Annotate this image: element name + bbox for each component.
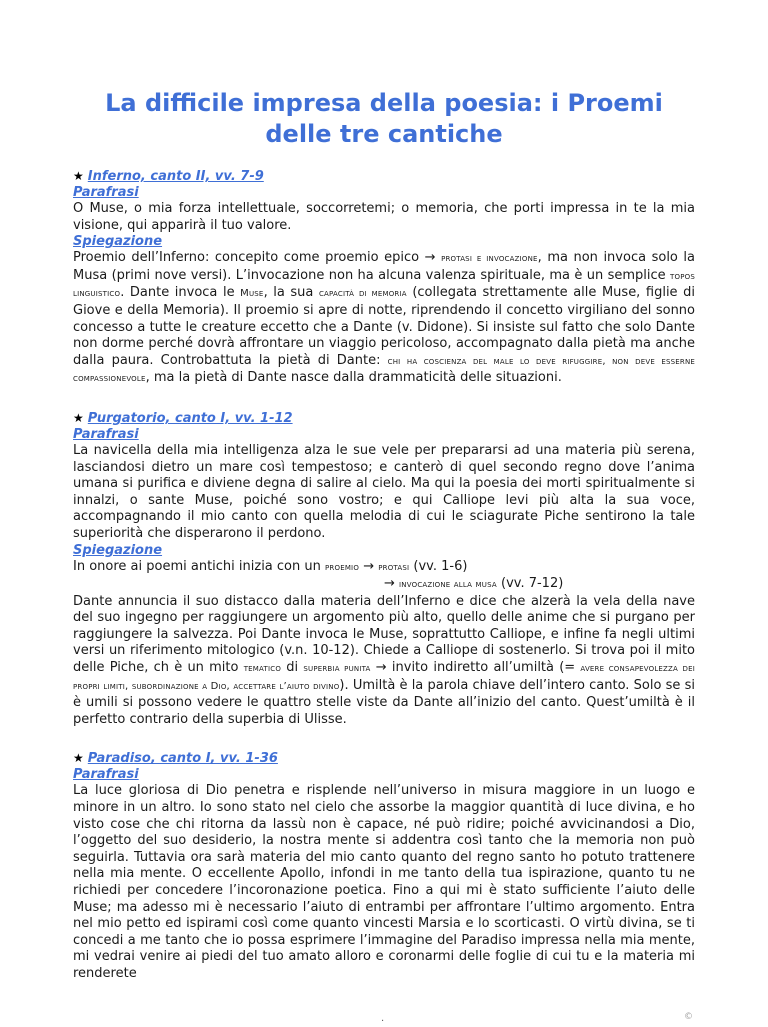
parafrasi-label: Parafrasi (73, 185, 139, 200)
spiegazione-line-1: In onore ai poemi antichi inizia con un proemio → protasi (vv. 1-6) (73, 558, 468, 574)
parafrasi-label: Parafrasi (73, 426, 139, 442)
star-icon: ★ (73, 410, 84, 425)
star-icon: ★ (73, 751, 84, 766)
section-heading (73, 410, 695, 427)
parafrasi-text: La navicella della mia intelligenza alza le sue vele per prepararsi ad una materia più serena, lasciandosi dietro un mare così tempestoso; e canterò di quel secondo regno dove l’anima umana si purifica e diviene degna di salire al cielo. Ma qui la poesia dei morti spiritualmente si innalzi, o sante Muse, poiché sono vostro; e qui Calliope levi più alta la sua voce, accompagnando il mio canto con quella melodia di cui le sciagurate Piche sentirono la tale superiorità che disperarono il perdono. (73, 442, 695, 541)
section-paradiso (73, 750, 695, 982)
star-icon: ★ (73, 169, 84, 183)
arrow-icon: → (375, 660, 387, 676)
section-heading (73, 168, 695, 185)
arrow-icon: → (363, 558, 375, 574)
section-heading (73, 750, 695, 767)
page-title: La difficile impresa della poesia: i Proemi delle tre cantiche (105, 89, 663, 148)
section-inferno (73, 168, 695, 388)
document-page (73, 88, 695, 983)
arrow-icon: → (424, 250, 436, 266)
arrow-icon: → (384, 576, 395, 592)
spiegazione-text: Proemio dell’Inferno: concepito come proemio epico → protasi e invocazione, ma non invoca solo la Musa (primi nove versi). L’invocazione non ha alcuna valenza spirituale, ma è un semplice topos linguistico. Dante invoca le Muse, la sua capacità di memoria (collegata strettamente alle Muse, figlie di Giove e della Memoria). Il proemio si apre di notte, riprendendo il concetto virgiliano del sonno concesso a tutte le creature eccetto che a Dante (v. Didone). Si insiste sul fatto che solo Dante non dorme perché dovrà affrontare un viaggio pericoloso, accompagnato dalla pietà ma anche dalla paura. Controbattuta la pietà di Dante: chi ha coscienza del male lo deve rifuggire, non deve esserne compassionevole, ma la pietà di Dante nasce dalla drammaticità delle situazioni. (73, 250, 696, 386)
section-link-purgatorio[interactable]: Purgatorio, canto I, vv. 1-12 (87, 410, 293, 426)
parafrasi-label: Parafrasi (73, 767, 139, 783)
footer-mark: © (684, 1012, 693, 1022)
section-purgatorio (73, 410, 695, 729)
parafrasi-text: O Muse, o mia forza intellettuale, soccorretemi; o memoria, che porti impressa in te la mia visione, qui apparirà il tuo valore. (73, 201, 695, 233)
section-link-inferno[interactable]: Inferno, canto II, vv. 7-9 (87, 169, 264, 184)
spiegazione-text: Dante annuncia il suo distacco dalla materia dell’Inferno e dice che alzerà la vela della nave del suo ingegno per raggiungere un argomento più alto, quello delle anime che si purgano per raggiungere la salvezza. Poi Dante invoca le Muse, soprattutto Calliope, e infine fa negli ultimi versi un riferimento mitologico (v.n. 10-12). Chiede a Calliope di sostenerlo. Si trova poi il mito delle Piche, ch è un mito tematico di superbia punita → invito indiretto all’umiltà (= avere consapevolezza dei propri limiti, subordinazione a Dio, accettare l’aiuto divino). Umiltà è la parola chiave dell’intero canto. Solo se si è umili si possono vedere le quattro stelle viste da Dante all’inizio del canto. Quest’umiltà è il perfetto contrario della superbia di Ulisse. (73, 593, 695, 727)
footer-dot: · (381, 1016, 385, 1027)
spiegazione-line-2: → invocazione alla musa (vv. 7-12) (384, 576, 564, 592)
spiegazione-label: Spiegazione (73, 234, 163, 250)
spiegazione-label: Spiegazione (73, 542, 163, 558)
parafrasi-text: La luce gloriosa di Dio penetra e risplende nell’universo in misura maggiore in un luogo e minore in un altro. Io sono stato nel cielo che assorbe la maggior quantità di luce divina, e ho visto cose che chi ritorna da lassù non è capace, né può ridire; poiché avvicinandosi a Dio, l’oggetto del suo desiderio, la nostra mente si addentra così tanto che la memoria non può seguirla. Tuttavia ora sarà materia del mio canto quanto del regno santo ho potuto trattenere nella mia mente. O eccellente Apollo, infondi in me tanto della tua ispirazione, quanto tu ne richiedi per concedere l’incoronazione poetica. Fino a qui mi è stato sufficiente l’aiuto delle Muse; ma adesso mi è necessario l’aiuto di entrambi per affrontare l’ultimo argomento. Entra nel mio petto ed ispirami così come quanto vincesti Marsia e lo scorticasti. O virtù divina, se ti concedi a me tanto che io possa esprimere l’immagine del Paradiso impressa nella mia mente, mi vedrai venire ai piedi del tuo amato alloro e coronarmi delle foglie di cui tu e la materia mi renderete (73, 783, 695, 981)
section-link-paradiso[interactable]: Paradiso, canto I, vv. 1-36 (87, 751, 278, 767)
